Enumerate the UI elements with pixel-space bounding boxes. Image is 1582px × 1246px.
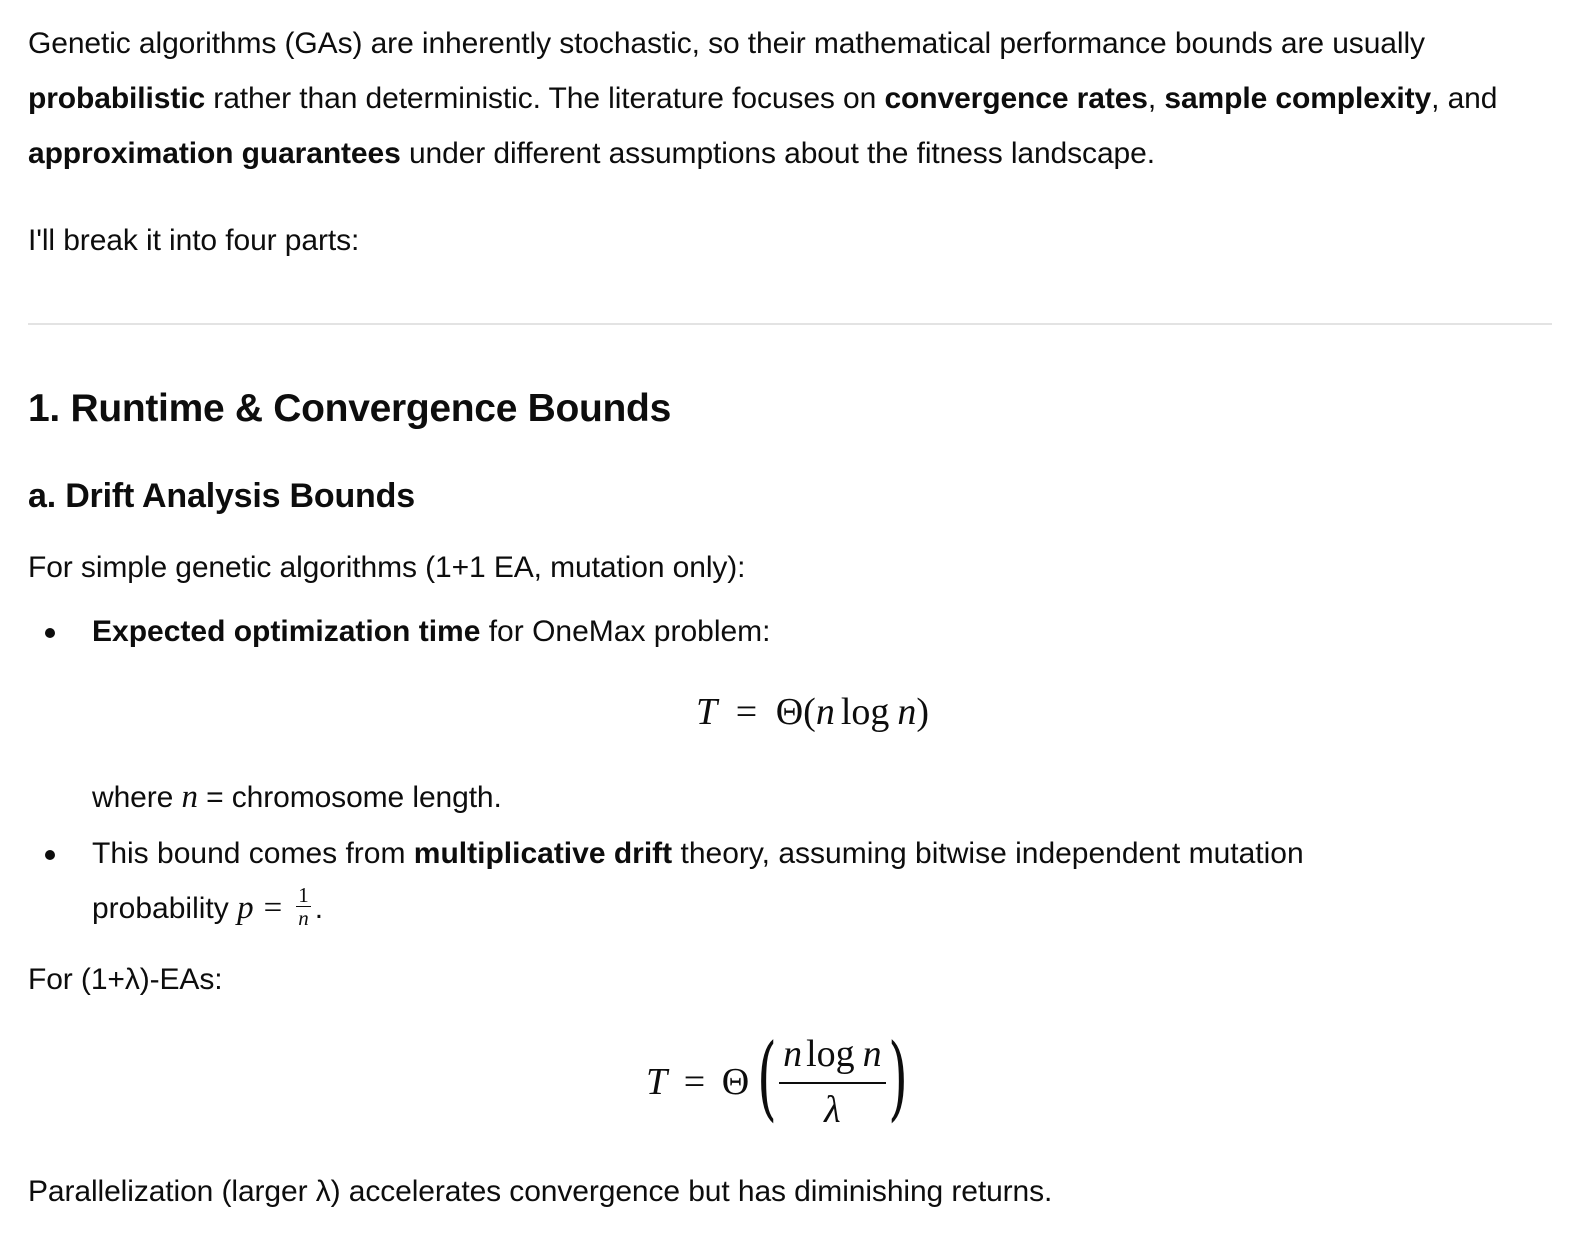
eq2-fraction <box>779 1032 886 1132</box>
eq1-lparen: ( <box>803 691 816 733</box>
section-1-title: 1. Runtime & Convergence Bounds <box>28 387 671 430</box>
where-pre: where <box>92 781 182 814</box>
eq1-n2: n <box>897 691 917 733</box>
bullet2-frac-num: 1 <box>298 882 309 907</box>
eq2-num-n1: n <box>783 1032 803 1075</box>
eq1-lhs: T <box>696 691 718 733</box>
intro-bold-sample-complexity: sample complexity <box>1164 82 1432 115</box>
eq1-log: log <box>840 691 890 733</box>
eq1-n1: n <box>815 691 835 733</box>
bullet-dot <box>45 850 55 860</box>
conclusion-paragraph: Parallelization (larger λ) accelerates convergence but has diminishing returns. <box>28 1175 1053 1208</box>
bullet2-fraction <box>296 884 311 929</box>
eq1-rparen: ) <box>916 691 930 733</box>
where-post: = chromosome length. <box>197 781 502 814</box>
bullet-list-1 <box>28 604 1552 659</box>
eq1-equals: = <box>735 691 758 733</box>
list-item <box>28 604 1552 659</box>
bullet2-text-1: This bound comes from <box>92 837 414 870</box>
eq2-rparen: ) <box>887 1023 908 1131</box>
bullet2-text-2: theory, assuming bitwise independent mutation probability <box>92 837 1304 925</box>
intro-text-4: , and <box>1431 82 1498 115</box>
eq2-theta: Θ <box>721 1060 750 1103</box>
eq2-equals: = <box>683 1060 706 1103</box>
equation-onemax-runtime <box>696 692 929 732</box>
bullet2-bold: multiplicative drift <box>413 837 673 870</box>
bullet1-bold: Expected optimization time <box>92 615 481 648</box>
intro-text-2: rather than deterministic. The literature focuses on <box>205 82 885 115</box>
bullet1-text: for OneMax problem: <box>480 615 771 648</box>
intro-bold-probabilistic: probabilistic <box>28 82 206 115</box>
intro-paragraph <box>28 16 1552 181</box>
section-divider <box>28 323 1552 325</box>
bullet2-equals: = <box>263 890 283 926</box>
list-item <box>28 826 1428 936</box>
bullet-dot <box>45 628 55 638</box>
where-line <box>92 770 502 825</box>
bullet-list-2 <box>28 826 1428 936</box>
eq1-theta: Θ <box>775 691 804 733</box>
bullet2-frac-den: n <box>298 905 309 930</box>
intro-bold-approximation-guarantees: approximation guarantees <box>28 137 401 170</box>
intro-bold-convergence-rates: convergence rates <box>884 82 1148 115</box>
eq2-num-log: log <box>806 1032 855 1075</box>
bullet2-end: . <box>314 892 324 925</box>
lambda-lead: For (1+λ)-EAs: <box>28 963 223 996</box>
eq2-lparen: ( <box>757 1023 777 1131</box>
intro-text-1: Genetic algorithms (GAs) are inherently stochastic, so their mathematical performance bounds are usually <box>28 27 1425 60</box>
equation-lambda-runtime <box>646 1023 916 1131</box>
eq2-numerator <box>779 1032 886 1084</box>
eq2-lhs: T <box>646 1060 668 1103</box>
eq2-denominator: λ <box>824 1088 841 1131</box>
breakdown-line: I'll break it into four parts: <box>28 224 360 257</box>
intro-text-5: under different assumptions about the fitness landscape. <box>400 137 1155 170</box>
subsection-a-title: a. Drift Analysis Bounds <box>28 477 415 515</box>
where-var: n <box>181 779 198 815</box>
bullet2-var-p: p <box>237 890 254 926</box>
eq2-num-n2: n <box>862 1032 882 1075</box>
drift-lead-paragraph: For simple genetic algorithms (1+1 EA, mutation only): <box>28 551 746 584</box>
intro-text-3: , <box>1147 82 1165 115</box>
